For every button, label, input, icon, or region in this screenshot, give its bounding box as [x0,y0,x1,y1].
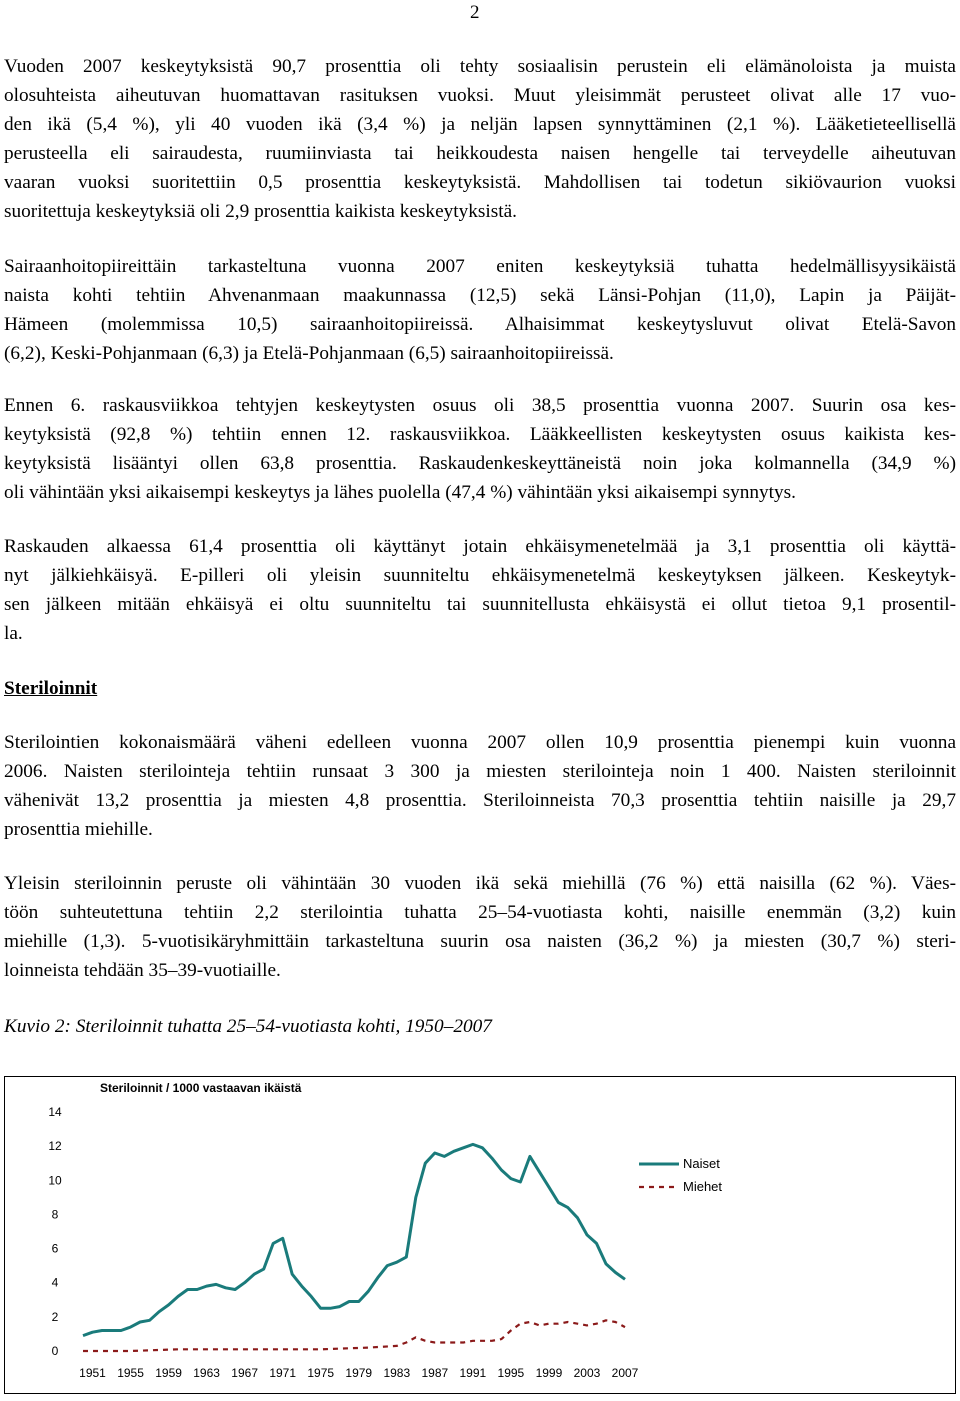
x-tick-label: 1955 [117,1366,144,1380]
x-tick-label: 1995 [497,1366,525,1380]
sterilization-chart [4,1076,956,1394]
text-line: Steriloinnit [4,678,98,699]
page-number: 2 [470,2,480,23]
text-line: vaaran vuoksi suoritettiin 0,5 prosenttia keskeytyksistä. Mahdollisen tai todetun sikiövaurion vuoksi [4,172,956,193]
x-tick-label: 1979 [345,1366,373,1380]
series-line-miehet [83,1320,625,1351]
text-line: oli vähintään yksi aikaisempi keskeytys ja lähes puolella (47,4 %) vähintään yksi aikaisempi synnytys. [4,482,796,503]
x-tick-label: 1975 [307,1366,335,1380]
text-line: Yleisin steriloinnin peruste oli vähintään 30 vuoden ikä sekä miehillä (76 %) että naisilla (62 %). Väes- [4,873,956,894]
x-tick-label: 1991 [459,1366,487,1380]
chart-canvas [5,1077,955,1393]
paragraph [0,52,960,226]
paragraph [0,532,960,648]
chart-title: Steriloinnit / 1000 vastaavan ikäistä [100,1081,302,1095]
text-line: naista kohti tehtiin Ahvenanmaan maakunnassa (12,5) sekä Länsi-Pohjan (11,0), Lapin ja Päijät- [4,285,956,306]
y-tick-label: 10 [48,1173,62,1188]
text-line: sen jälkeen mitään ehkäisyä ei oltu suunniteltu tai suunnitellusta ehkäisystä ei ollut tietoa 9,1 prosentil- [4,594,956,615]
x-tick-label: 1963 [193,1366,220,1380]
text-line: Ennen 6. raskausviikkoa tehtyjen keskeytysten osuus oli 38,5 prosenttia vuonna 2007. Suurin osa kes- [4,395,956,416]
x-tick-label: 1999 [535,1366,563,1380]
text-line: töön suhteutettuna tehtiin 2,2 sterilointia tuhatta 25–54-vuotiasta kohti, naisille enemmän (3,2) kuin [4,902,956,923]
x-tick-label: 1959 [155,1366,182,1380]
paragraph [0,252,960,368]
legend-label: Naiset [683,1156,720,1171]
text-line: (6,2), Keski-Pohjanmaan (6,3) ja Etelä-Pohjanmaan (6,5) sairaanhoitopiireissä. [4,343,614,364]
y-tick-label: 0 [51,1344,59,1358]
y-tick-label: 14 [48,1105,62,1119]
text-line: prosenttia miehille. [4,819,153,840]
paragraph [0,728,960,844]
x-tick-label: 1967 [231,1366,259,1380]
text-line: 2006. Naisten sterilointeja tehtiin runsaat 3 300 ja miesten sterilointeja noin 1 400. Naisten steriloinnit [4,761,956,782]
y-tick-label: 12 [48,1139,62,1154]
text-line: nyt jälkiehkäisyä. E-pilleri oli yleisin suunniteltu ehkäisymenetelmä keskeytyksen jälkeen. Keskeytyk- [4,565,956,586]
x-tick-label: 1983 [383,1366,411,1380]
figure-caption [0,1012,960,1041]
x-tick-label: 1971 [269,1366,297,1380]
paragraph [0,869,960,985]
text-line: la. [4,623,23,644]
text-line: Hämeen (molemmissa 10,5) sairaanhoitopiireissä. Alhaisimmat keskeytysluvut olivat Etelä-Savon [4,314,956,335]
text-line: vähenivät 13,2 prosenttia ja miesten 4,8 prosenttia. Steriloinneista 70,3 prosenttia tehtiin naisille ja 29,7 [4,790,956,811]
x-tick-label: 2003 [573,1366,601,1380]
text-line: Kuvio 2: Steriloinnit tuhatta 25–54-vuotiasta kohti, 1950–2007 [4,1016,492,1037]
text-line: keytyksistä (92,8 %) tehtiin ennen 12. raskausviikkoa. Lääkkeellisten keskeytysten osuus kaikista kes- [4,424,956,445]
text-line: Sterilointien kokonaismäärä väheni edelleen vuonna 2007 ollen 10,9 prosenttia pienempi kuin vuonna [4,732,956,753]
text-line: loinneista tehdään 35–39-vuotiaille. [4,960,281,981]
y-tick-label: 6 [51,1241,59,1256]
legend-label: Miehet [683,1179,723,1194]
text-line: miehille (1,3). 5-vuotisikäryhmittäin tarkasteltuna suurin osa naisten (36,2 %) ja miesten (30,7 %) steri- [4,931,956,952]
text-line: olosuhteista aiheutuvan huomattavan rasituksen vuoksi. Muut yleisimmät perusteet olivat alle 17 vuo- [4,85,956,106]
x-tick-label: 1951 [79,1366,106,1380]
section-heading [0,674,960,703]
y-tick-label: 8 [51,1207,59,1222]
series-line-naiset [83,1144,625,1335]
x-tick-label: 2007 [611,1366,639,1380]
y-tick-label: 2 [51,1309,59,1324]
text-line: suoritettuja keskeytyksiä oli 2,9 prosenttia kaikista keskeytyksistä. [4,201,518,222]
y-tick-label: 4 [51,1275,59,1290]
text-line: Sairaanhoitopiireittäin tarkasteltuna vuonna 2007 eniten keskeytyksiä tuhatta hedelmällisyysikäistä [4,256,956,277]
text-line: perusteella eli sairaudesta, ruumiinviasta tai heikkoudesta naisen hengelle tai terveydelle aiheutuvan [4,143,956,164]
text-line: Vuoden 2007 keskeytyksistä 90,7 prosenttia oli tehty sosiaalisin perustein eli elämänoloista ja muista [4,56,956,77]
paragraph [0,391,960,507]
x-tick-label: 1987 [421,1366,449,1380]
text-line: keytyksistä lisääntyi ollen 63,8 prosenttia. Raskaudenkeskeyttäneistä noin joka kolmannella (34,9 %) [4,453,956,474]
text-line: den ikä (5,4 %), yli 40 vuoden ikä (3,4 %) ja neljän lapsen synnyttäminen (2,1 %). Lääketieteellisellä [4,114,956,135]
text-line: Raskauden alkaessa 61,4 prosenttia oli käyttänyt jotain ehkäisymenetelmää ja 3,1 prosenttia oli käyttä- [4,536,956,557]
